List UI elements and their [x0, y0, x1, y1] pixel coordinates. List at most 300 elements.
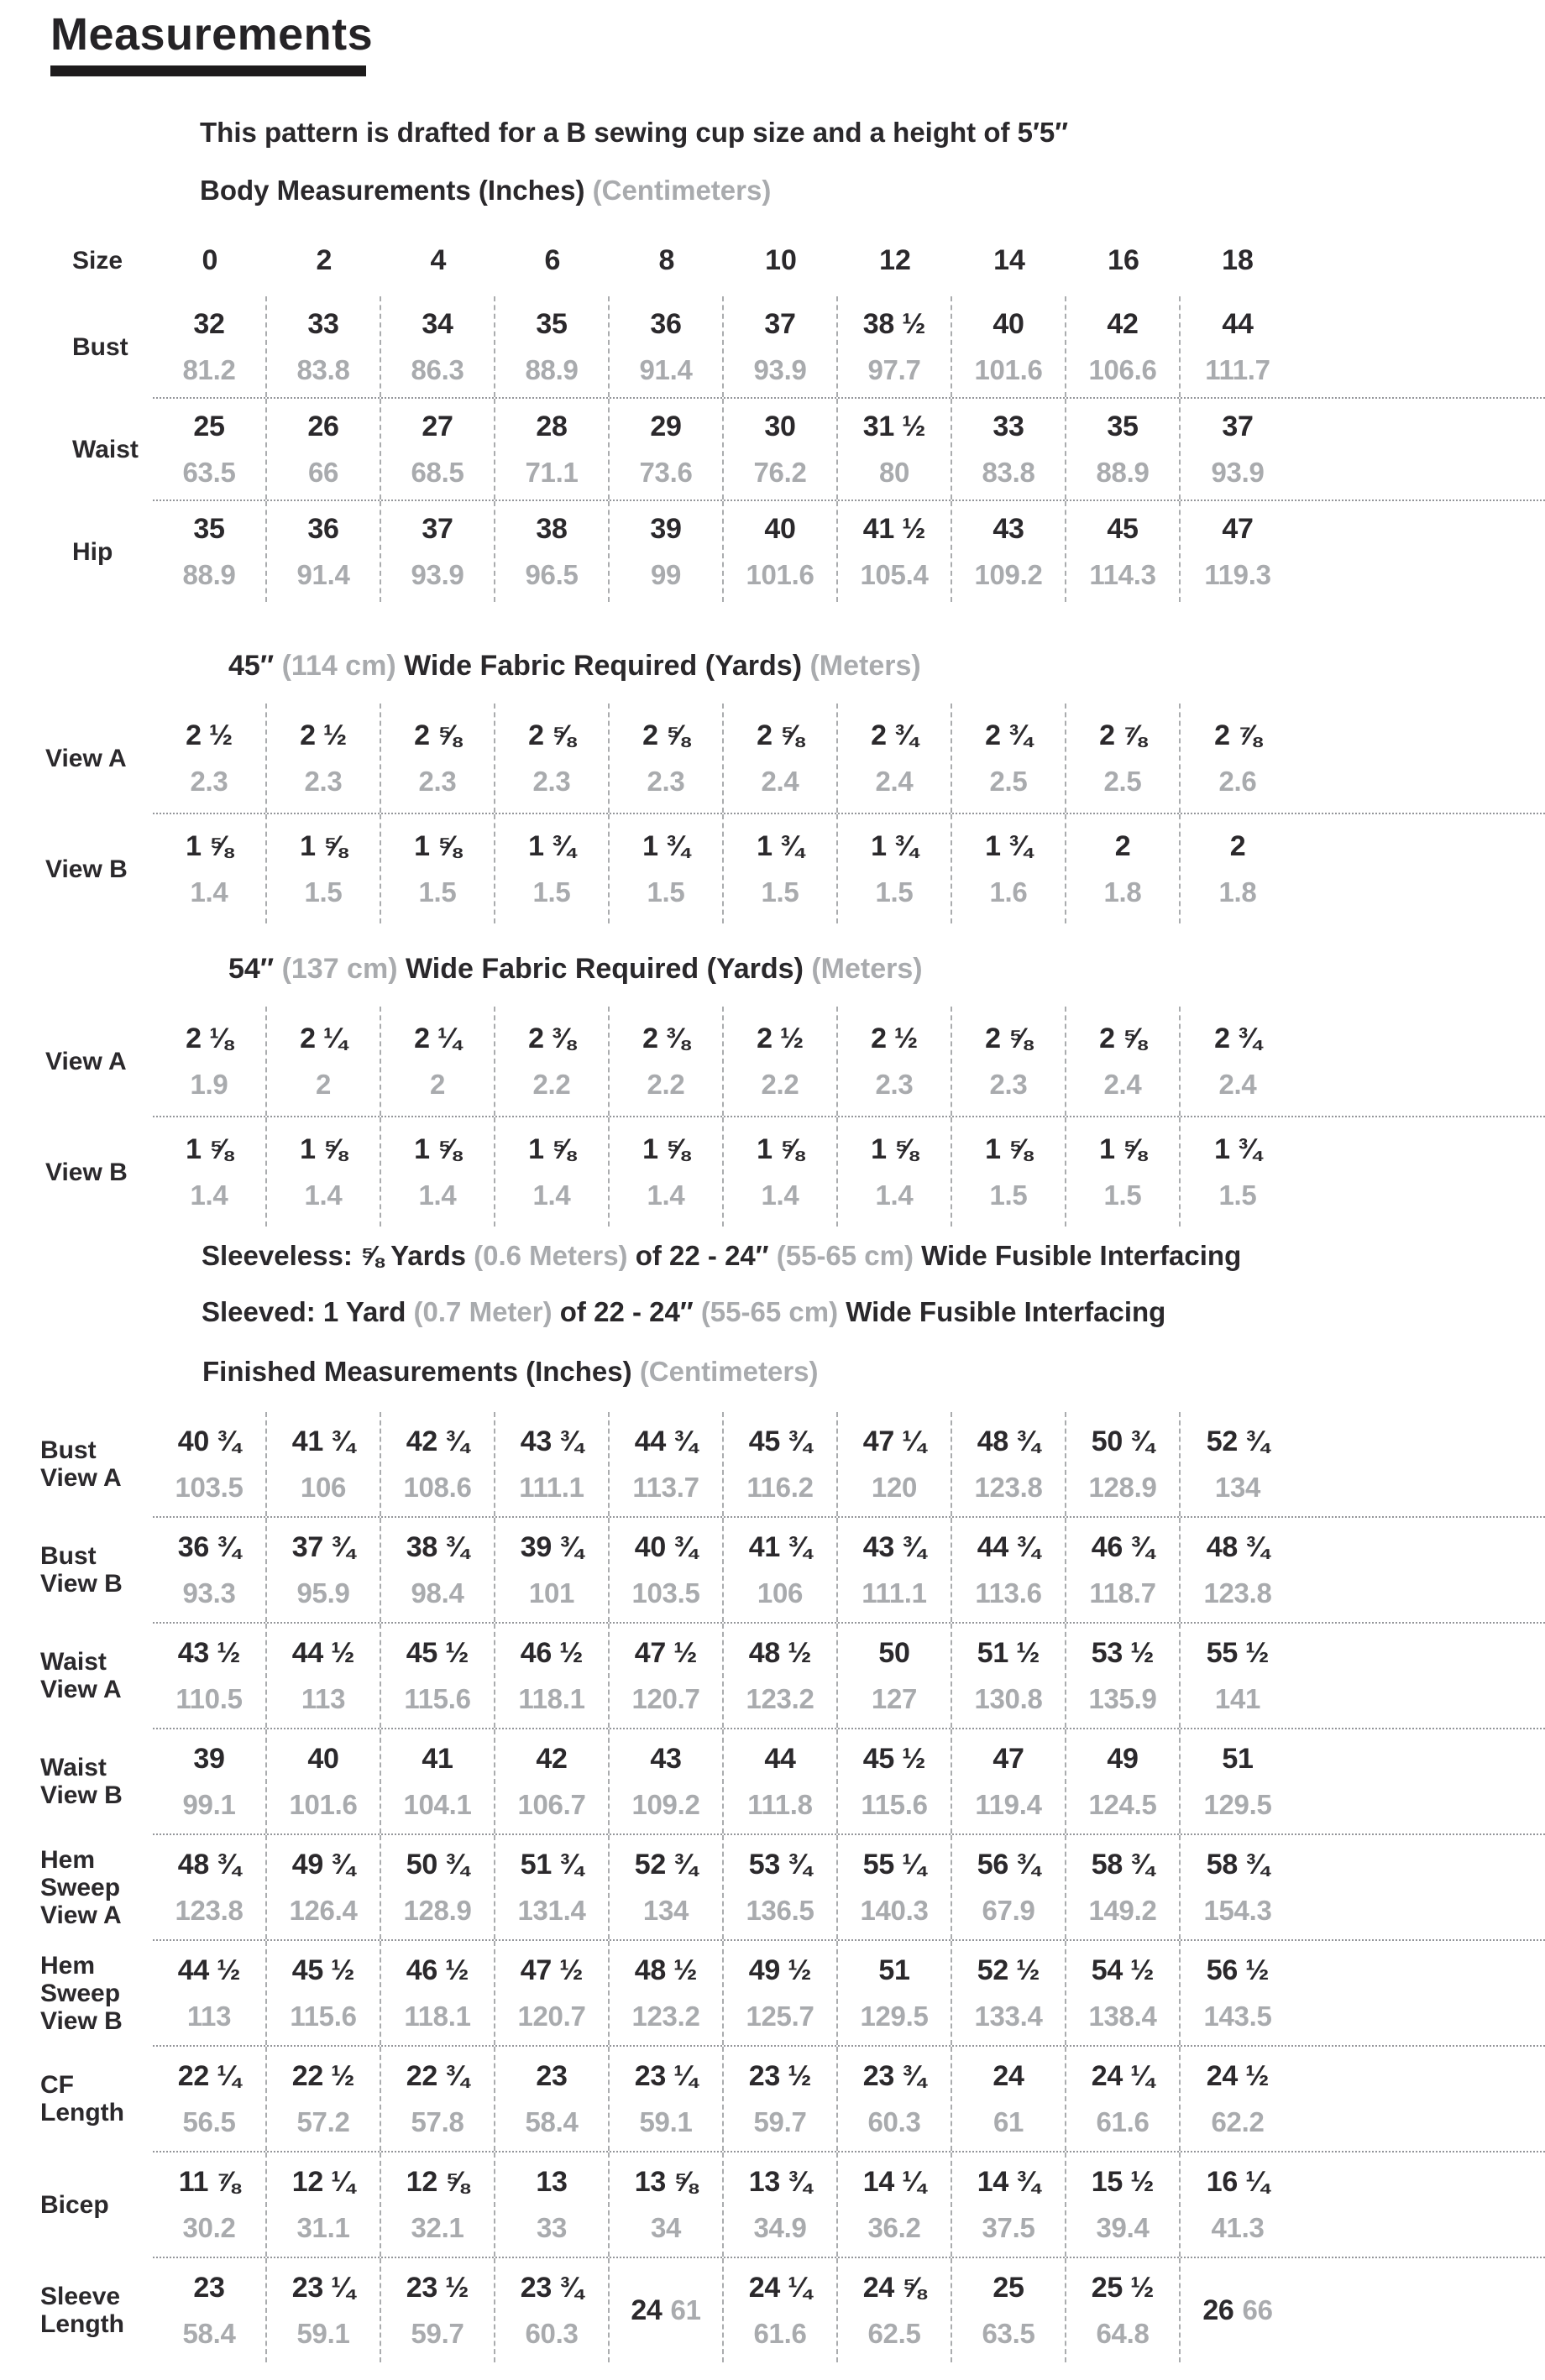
row-label-fabric45-view-a [40, 704, 153, 813]
inches-value: 46 ½ [520, 1636, 584, 1669]
cm-value: 57.2 [296, 2105, 350, 2137]
cell-fabric54-view-b-col5 [724, 1117, 838, 1227]
row-waist-view-b [40, 1729, 1545, 1833]
cell-sleeve-length-col3 [495, 2258, 610, 2362]
label-text: View B [40, 1570, 123, 1598]
size-value-6: 6 [544, 243, 561, 276]
inches-value: 45 ½ [291, 1954, 355, 1986]
cell-waist-view-a-col7 [952, 1624, 1066, 1728]
inches-value: 50 [878, 1636, 910, 1669]
cm-value: 104.1 [403, 1788, 472, 1820]
inches-value: 38 ¾ [406, 1530, 469, 1563]
inches-value: 58 ¾ [1091, 1848, 1155, 1880]
cm-value: 120.7 [631, 1682, 700, 1714]
row-label-fabric54-view-a [40, 1007, 153, 1116]
inches-value: 45 ½ [406, 1636, 469, 1669]
inches-value: 2 ⅛ [186, 1022, 233, 1054]
finished-heading-segment: (Centimeters) [639, 1356, 819, 1387]
cm-value: 63.5 [182, 456, 236, 488]
inches-value: 30 [764, 410, 796, 442]
row-fabric54-view-a [40, 1007, 1545, 1116]
inches-value: 48 ¾ [977, 1425, 1040, 1457]
cell-fabric45-view-a-col7 [952, 704, 1066, 813]
cm-value: 2.4 [1218, 1068, 1257, 1100]
cell-hem-sweep-view-b-col1 [267, 1941, 381, 2045]
inches-value: 1 ⅝ [642, 1132, 689, 1165]
cm-value: 76.2 [753, 456, 807, 488]
interfacing-segment: Wide Fusible Interfacing [838, 1296, 1166, 1327]
cm-value: 56.5 [182, 2105, 236, 2137]
cell-fabric54-view-a-col4 [610, 1007, 724, 1116]
inches-value: 1 ¾ [757, 829, 804, 862]
inches-value: 2 ½ [186, 719, 233, 751]
body-measurements-table [40, 239, 1545, 602]
cell-fabric45-view-b-col0 [153, 814, 267, 923]
cell-hem-sweep-view-a-col2 [381, 1835, 495, 1939]
cell-hem-sweep-view-a-col8 [1066, 1835, 1181, 1939]
cell-waist-view-b-col0 [153, 1729, 267, 1833]
inches-value: 22 ¼ [177, 2059, 241, 2092]
inches-value: 51 ½ [977, 1636, 1040, 1669]
interfacing-segment: (0.7 Meter) [413, 1296, 553, 1327]
label-text: View B [45, 1158, 128, 1186]
inches-value: 36 [650, 307, 682, 340]
row-label-bicep [40, 2152, 153, 2257]
inches-value: 23 [193, 2271, 225, 2304]
interfacing-segment: of 22 - 24″ [552, 1296, 701, 1327]
cm-value: 99.1 [182, 1788, 236, 1820]
cell-bicep-col1 [267, 2152, 381, 2257]
inches-value: 56 ¾ [977, 1848, 1040, 1880]
cell-hip-col0 [153, 501, 267, 602]
cell-cf-length-col9 [1181, 2047, 1295, 2151]
inches-value: 11 ⅞ [178, 2165, 240, 2198]
inches-value: 12 ⅝ [406, 2165, 469, 2198]
size-value-14: 14 [993, 243, 1025, 276]
cell-fabric45-view-b-col6 [838, 814, 952, 923]
row-hip [40, 501, 1545, 602]
cm-value: 1.4 [875, 1179, 914, 1211]
cell-fabric54-view-a-col2 [381, 1007, 495, 1116]
cell-cf-length-col8 [1066, 2047, 1181, 2151]
cell-waist-view-a-col9 [1181, 1624, 1295, 1728]
cell-hip-col5 [724, 501, 838, 602]
cm-value: 88.9 [182, 558, 236, 590]
row-sleeve-length [40, 2258, 1545, 2362]
body-heading-segment: Body Measurements (Inches) [200, 175, 593, 206]
label-text: Sweep [40, 1979, 121, 2007]
row-label-waist-view-b [40, 1729, 153, 1833]
cm-value: 66 [307, 456, 339, 488]
inches-value: 26 [1202, 2294, 1234, 2326]
cell-hem-sweep-view-a-col0 [153, 1835, 267, 1939]
inches-value: 37 ¾ [291, 1530, 355, 1563]
size-label [40, 247, 153, 275]
cm-value: 134 [1214, 1471, 1261, 1503]
fabric-54-heading-segment: (Meters) [811, 953, 923, 985]
cm-value: 97.7 [867, 353, 921, 385]
cm-value: 134 [642, 1894, 689, 1926]
cm-value: 93.9 [1211, 456, 1265, 488]
cell-hem-sweep-view-b-col4 [610, 1941, 724, 2045]
inches-value: 40 [307, 1742, 339, 1775]
cell-hem-sweep-view-b-col0 [153, 1941, 267, 2045]
inches-value: 47 [992, 1742, 1024, 1775]
inches-value: 45 ¾ [748, 1425, 812, 1457]
cell-fabric45-view-b-col8 [1066, 814, 1181, 923]
cm-value: 63.5 [982, 2317, 1035, 2349]
cm-value: 101 [528, 1577, 575, 1608]
cell-waist-col7 [952, 399, 1066, 500]
cm-value: 113.6 [975, 1577, 1042, 1608]
interfacing-segment: Wide Fusible Interfacing [914, 1240, 1242, 1271]
cm-value: 2 [315, 1068, 332, 1100]
cm-value: 120 [871, 1471, 918, 1503]
cell-fabric54-view-a-col9 [1181, 1007, 1295, 1116]
cell-bicep-col3 [495, 2152, 610, 2257]
cm-value: 119.3 [1204, 558, 1271, 590]
cell-fabric45-view-a-col5 [724, 704, 838, 813]
cm-value: 61.6 [1096, 2105, 1150, 2137]
cm-value: 2.2 [532, 1068, 571, 1100]
cm-value: 136.5 [746, 1894, 814, 1926]
cm-value: 119.4 [975, 1788, 1042, 1820]
inches-value: 1 ¾ [871, 829, 918, 862]
cm-value: 1.5 [418, 876, 457, 908]
finished-heading-segment: Finished Measurements (Inches) [202, 1356, 640, 1387]
cm-value: 2.4 [761, 765, 799, 797]
cm-value: 115.6 [861, 1788, 928, 1820]
inches-value: 53 ¾ [748, 1848, 812, 1880]
cm-value: 128.9 [403, 1894, 472, 1926]
inches-value: 1 ⅝ [757, 1132, 804, 1165]
cell-fabric45-view-b-col3 [495, 814, 610, 923]
cell-bicep-col7 [952, 2152, 1066, 2257]
cell-hip-col4 [610, 501, 724, 602]
cell-hip-col7 [952, 501, 1066, 602]
cell-bust-view-b-col5 [724, 1518, 838, 1622]
inches-value: 48 ½ [634, 1954, 698, 1986]
cell-fabric45-view-a-col0 [153, 704, 267, 813]
size-value-16: 16 [1108, 243, 1139, 276]
inches-value: 16 ¼ [1206, 2165, 1270, 2198]
cell-waist-col6 [838, 399, 952, 500]
cell-fabric45-view-b-col9 [1181, 814, 1295, 923]
inches-value: 24 [631, 2294, 663, 2326]
cm-value: 1.5 [532, 876, 571, 908]
cm-value: 61 [992, 2105, 1024, 2137]
inches-value: 12 ¼ [291, 2165, 355, 2198]
cell-sleeve-length-col8 [1066, 2258, 1181, 2362]
cell-fabric54-view-b-col1 [267, 1117, 381, 1227]
inches-value: 24 ⅝ [862, 2271, 926, 2304]
label-text: View A [45, 1047, 127, 1075]
inches-value: 2 ¼ [414, 1022, 461, 1054]
inches-value: 37 [422, 512, 453, 545]
label-text: Waist [72, 435, 139, 463]
label-text: Bust [40, 1436, 97, 1464]
cell-fabric45-view-a-col4 [610, 704, 724, 813]
inches-value: 55 ½ [1206, 1636, 1270, 1669]
cm-value: 123.8 [974, 1471, 1043, 1503]
inches-value: 2 ⅞ [1214, 719, 1261, 751]
inches-value: 51 [1222, 1742, 1254, 1775]
inches-value: 2 ½ [757, 1022, 804, 1054]
cm-value: 37.5 [982, 2211, 1035, 2243]
cell-bicep-col4 [610, 2152, 724, 2257]
label-text: View A [40, 1901, 122, 1929]
inches-value: 23 [536, 2059, 568, 2092]
cm-value: 101.6 [746, 558, 814, 590]
inches-value: 24 ½ [1206, 2059, 1270, 2092]
cm-value: 113 [186, 2000, 232, 2032]
cm-value: 118.1 [404, 2000, 471, 2032]
label-text: View B [45, 855, 128, 883]
inches-value: 2 ⅜ [528, 1022, 575, 1054]
inches-value: 29 [650, 410, 682, 442]
cm-value: 149.2 [1088, 1894, 1157, 1926]
cm-value: 59.1 [296, 2317, 350, 2349]
label-text: View B [40, 2006, 123, 2035]
cell-fabric54-view-b-col7 [952, 1117, 1066, 1227]
cell-waist-view-b-col8 [1066, 1729, 1181, 1833]
inches-value: 2 ½ [871, 1022, 918, 1054]
inches-value: 2 ¾ [871, 719, 918, 751]
cm-value: 133.4 [974, 2000, 1043, 2032]
cell-waist-view-a-col0 [153, 1624, 267, 1728]
cm-value: 2 [429, 1068, 446, 1100]
cm-value: 91.4 [639, 353, 693, 385]
cm-value: 123.8 [175, 1894, 244, 1926]
label-text: Sleeve [40, 2283, 121, 2310]
inches-value: 13 [536, 2165, 568, 2198]
cell-waist-view-b-col3 [495, 1729, 610, 1833]
interfacing-segment: (55-65 cm) [700, 1296, 839, 1327]
inches-value: 42 ¾ [406, 1425, 469, 1457]
inches-value: 40 [992, 307, 1024, 340]
cm-value: 115.6 [290, 2000, 357, 2032]
cell-bust-view-b-col3 [495, 1518, 610, 1622]
cm-value: 2.3 [532, 765, 571, 797]
inches-value: 47 ½ [520, 1954, 584, 1986]
cell-fabric45-view-a-col8 [1066, 704, 1181, 813]
cell-bust-view-b-col7 [952, 1518, 1066, 1622]
cm-value: 57.8 [411, 2105, 464, 2137]
fabric-45-heading-segment: (Meters) [809, 650, 921, 682]
cell-fabric45-view-b-col7 [952, 814, 1066, 923]
inches-value: 1 ⅝ [414, 1132, 461, 1165]
cell-cf-length-col5 [724, 2047, 838, 2151]
inches-value: 25 [992, 2271, 1024, 2304]
cell-cf-length-col6 [838, 2047, 952, 2151]
cell-cf-length-col3 [495, 2047, 610, 2151]
inches-value: 42 [536, 1742, 568, 1775]
cell-bust-col3 [495, 296, 610, 397]
inches-value: 49 ½ [748, 1954, 812, 1986]
intro-text: This pattern is drafted for a B sewing cup size and a height of 5′5″ [200, 117, 1069, 148]
cm-value: 59.7 [753, 2105, 807, 2137]
cell-waist-view-a-col2 [381, 1624, 495, 1728]
cm-value: 93.3 [182, 1577, 236, 1608]
cm-value: 113.7 [632, 1471, 699, 1503]
cm-value: 103.5 [631, 1577, 700, 1608]
cell-fabric54-view-b-col6 [838, 1117, 952, 1227]
cm-value: 125.7 [746, 2000, 814, 2032]
cm-value: 1.5 [1103, 1179, 1142, 1211]
cell-bust-view-b-col9 [1181, 1518, 1295, 1622]
cm-value: 32.1 [411, 2211, 464, 2243]
cm-value: 1.8 [1103, 876, 1142, 908]
inches-value: 1 ⅝ [871, 1132, 918, 1165]
label-text: View A [45, 744, 127, 772]
inches-value: 2 [1229, 829, 1246, 862]
inches-value: 2 ½ [300, 719, 347, 751]
fabric-45-heading-segment: 45″ [228, 650, 282, 682]
size-value-18: 18 [1222, 243, 1254, 276]
cm-value: 2.6 [1218, 765, 1257, 797]
cm-value: 80 [878, 456, 910, 488]
inches-value: 23 ¼ [634, 2059, 698, 2092]
inches-value: 44 ½ [177, 1954, 241, 1986]
label-text: Length [40, 2310, 124, 2338]
cell-fabric54-view-b-col2 [381, 1117, 495, 1227]
cm-value: 41.3 [1211, 2211, 1265, 2243]
row-label-bust-view-a [40, 1412, 153, 1516]
inches-value: 35 [536, 307, 568, 340]
size-header-row [40, 239, 1545, 281]
cell-hem-sweep-view-a-col7 [952, 1835, 1066, 1939]
cm-value: 68.5 [411, 456, 464, 488]
cm-value: 61.6 [753, 2317, 807, 2349]
cell-fabric54-view-b-col4 [610, 1117, 724, 1227]
cm-value: 111.1 [862, 1577, 927, 1608]
cm-value: 123.2 [746, 1682, 814, 1714]
cell-fabric45-view-b-col2 [381, 814, 495, 923]
page-title: Measurements [50, 9, 374, 60]
cell-bust-view-a-col1 [267, 1412, 381, 1516]
cm-value: 123.2 [631, 2000, 700, 2032]
cm-value: 115.6 [404, 1682, 471, 1714]
cell-bicep-col8 [1066, 2152, 1181, 2257]
cm-value: 138.4 [1088, 2000, 1157, 2032]
cell-fabric54-view-a-col3 [495, 1007, 610, 1116]
size-value-12: 12 [879, 243, 911, 276]
cell-fabric54-view-a-col5 [724, 1007, 838, 1116]
cell-bust-view-a-col7 [952, 1412, 1066, 1516]
cell-cf-length-col7 [952, 2047, 1066, 2151]
inches-value: 35 [1107, 410, 1139, 442]
cm-value: 2.2 [761, 1068, 799, 1100]
cell-bicep-col5 [724, 2152, 838, 2257]
inches-value: 1 ⅝ [300, 829, 347, 862]
inches-value: 54 ½ [1091, 1954, 1155, 1986]
cell-bust-view-b-col2 [381, 1518, 495, 1622]
cm-value: 116.2 [746, 1471, 814, 1503]
cell-fabric54-view-b-col0 [153, 1117, 267, 1227]
cm-value: 101.6 [974, 353, 1043, 385]
cell-hem-sweep-view-b-col3 [495, 1941, 610, 2045]
size-value-4: 4 [430, 243, 447, 276]
cell-waist-view-a-col3 [495, 1624, 610, 1728]
row-bicep [40, 2152, 1545, 2257]
interfacing-segment: (55-65 cm) [776, 1240, 914, 1271]
cell-sleeve-length-col4 [610, 2258, 724, 2362]
interfacing-segment: Sleeveless: ⅝ Yards [202, 1240, 474, 1271]
size-value-10: 10 [765, 243, 797, 276]
inches-value: 51 ¾ [520, 1848, 584, 1880]
row-hem-sweep-view-b [40, 1941, 1545, 2045]
size-value-8: 8 [658, 243, 675, 276]
inches-value: 55 ¼ [862, 1848, 926, 1880]
cell-waist-view-b-col7 [952, 1729, 1066, 1833]
inches-value: 48 ¾ [177, 1848, 241, 1880]
label-text: View A [40, 1676, 122, 1703]
cell-cf-length-col1 [267, 2047, 381, 2151]
row-fabric45-view-a [40, 704, 1545, 813]
cell-bust-view-a-col6 [838, 1412, 952, 1516]
cell-hem-sweep-view-b-col6 [838, 1941, 952, 2045]
inches-value: 1 ⅝ [186, 829, 233, 862]
inches-value: 22 ¾ [406, 2059, 469, 2092]
cell-fabric54-view-a-col0 [153, 1007, 267, 1116]
cell-hem-sweep-view-b-col7 [952, 1941, 1066, 2045]
inches-value: 23 ½ [748, 2059, 812, 2092]
cell-fabric54-view-b-col9 [1181, 1117, 1295, 1227]
cell-bust-view-a-col0 [153, 1412, 267, 1516]
inches-value: 2 ⅞ [1099, 719, 1146, 751]
row-label-fabric45-view-b [40, 814, 153, 923]
cm-value: 124.5 [1088, 1788, 1157, 1820]
cm-value: 31.1 [296, 2211, 350, 2243]
inches-value: 46 ½ [406, 1954, 469, 1986]
cm-value: 66 [1242, 2294, 1273, 2325]
cell-sleeve-length-col2 [381, 2258, 495, 2362]
cell-hem-sweep-view-a-col6 [838, 1835, 952, 1939]
inches-value: 44 [764, 1742, 796, 1775]
cell-cf-length-col0 [153, 2047, 267, 2151]
cm-value: 103.5 [175, 1471, 244, 1503]
cell-bust-col9 [1181, 296, 1295, 397]
cm-value: 1.4 [647, 1179, 685, 1211]
combined-value [631, 2294, 700, 2327]
inches-value: 23 ¼ [291, 2271, 355, 2304]
cm-value: 59.1 [639, 2105, 693, 2137]
cm-value: 1.4 [761, 1179, 799, 1211]
inches-value: 52 ¾ [634, 1848, 698, 1880]
cell-fabric45-view-b-col4 [610, 814, 724, 923]
inches-value: 1 ¾ [528, 829, 575, 862]
inches-value: 23 ½ [406, 2271, 469, 2304]
interfacing-segment: Sleeved: 1 Yard [202, 1296, 414, 1327]
cell-waist-col5 [724, 399, 838, 500]
inches-value: 43 [650, 1742, 682, 1775]
body-heading-segment: (Centimeters) [592, 175, 772, 206]
cell-fabric45-view-b-col1 [267, 814, 381, 923]
cm-value: 1.5 [989, 1179, 1028, 1211]
cell-hem-sweep-view-a-col3 [495, 1835, 610, 1939]
inches-value: 2 ⅝ [642, 719, 689, 751]
cm-value: 113 [301, 1682, 346, 1714]
cm-value: 2.5 [1103, 765, 1142, 797]
fabric-54-table [40, 1007, 1545, 1227]
cm-value: 110.5 [175, 1682, 243, 1714]
cell-waist-view-b-col1 [267, 1729, 381, 1833]
cm-value: 33 [536, 2211, 568, 2243]
inches-value: 51 [878, 1954, 910, 1986]
inches-value: 14 ¾ [977, 2165, 1040, 2198]
cm-value: 1.5 [304, 876, 343, 908]
inches-value: 37 [1222, 410, 1254, 442]
